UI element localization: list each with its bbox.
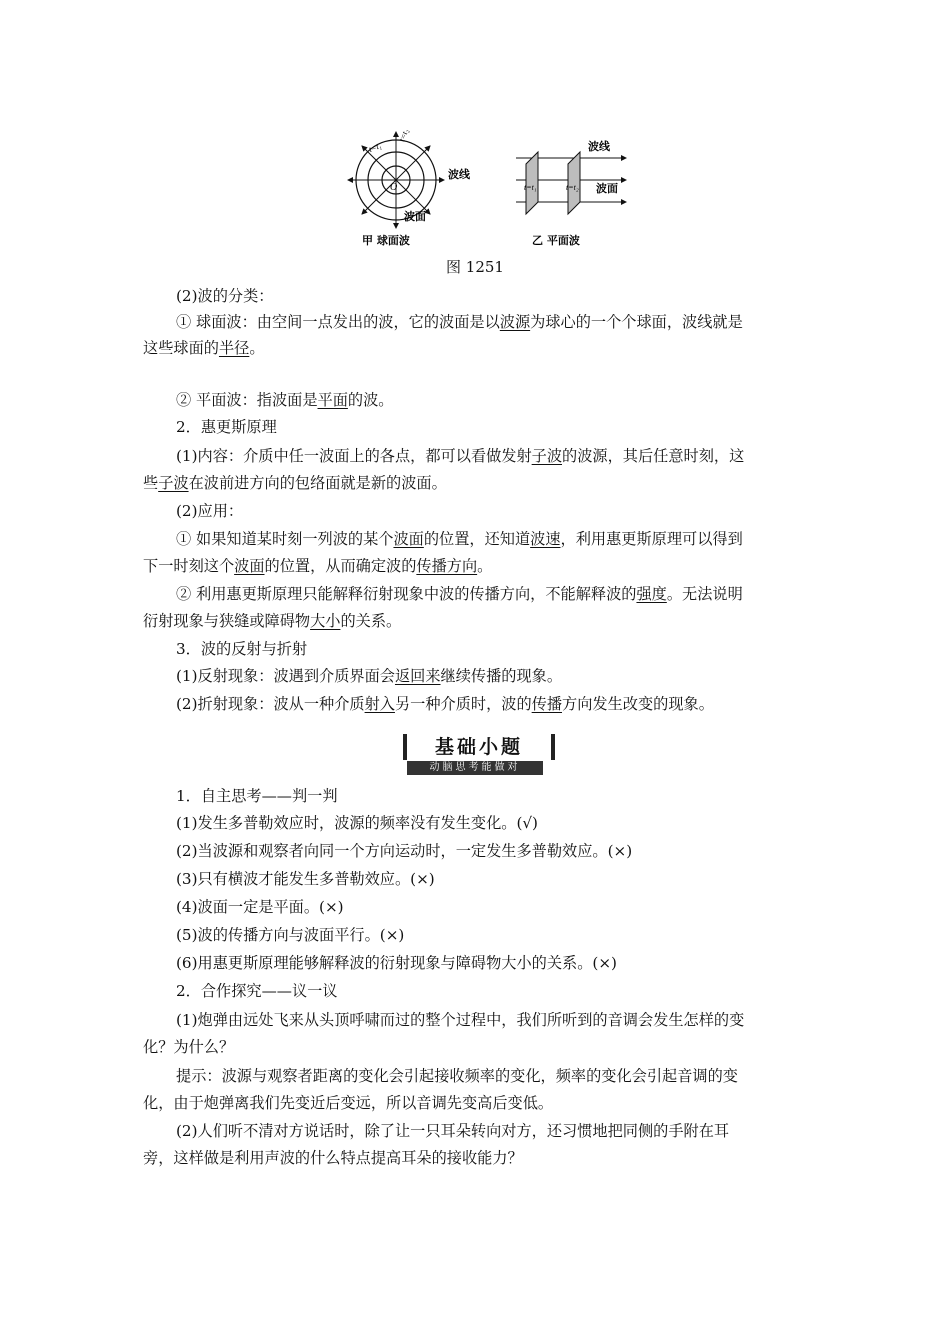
label-t2-left: t=t₂ [397,128,411,143]
hint-1-line-2: 化，由于炮弹离我们先变近后变远，所以音调先变高后变低。 [143,1094,554,1112]
label-t1-right: t=t₁ [524,183,537,192]
application-2-line-1: ② 利用惠更斯原理只能解释衍射现象中波的传播方向，不能解释波的强度。无法说明 [176,585,743,603]
huygens-heading: 2．惠更斯原理 [176,418,277,436]
discuss-1-line-1: (1)炮弹由远处飞来从头顶呼啸而过的整个过程中，我们所听到的音调会发生怎样的变 [176,1011,745,1029]
judge-item-2: (2)当波源和观察者向同一个方向运动时，一定发生多普勒效应。(×) [176,842,633,860]
judge-item-5: (5)波的传播方向与波面平行。(×) [176,926,405,944]
label-t2-right: t=t₂ [566,183,579,192]
refraction-line: (2)折射现象：波从一种介质射入另一种介质时，波的传播方向发生改变的现象。 [176,695,714,713]
discuss-2-line-2: 旁，这样做是利用声波的什么特点提高耳朵的接收能力？ [143,1149,523,1167]
huygens-content-line-2: 些子波在波前进方向的包络面就是新的波面。 [143,474,447,492]
spherical-wave-diagram [348,128,471,247]
label-wave-face-right: 波面 [596,182,618,195]
judge-item-3: (3)只有横波才能发生多普勒效应。(×) [176,870,435,888]
reflection-heading: 3．波的反射与折射 [176,640,308,658]
reflection-line: (1)反射现象：波遇到介质界面会返回来继续传播的现象。 [176,667,563,685]
hint-1-line-1: 提示：波源与观察者距离的变化会引起接收频率的变化，频率的变化会引起音调的变 [176,1067,738,1085]
application-1-line-1: ① 如果知道某时刻一列波的某个波面的位置，还知道波速，利用惠更斯原理可以得到 [176,530,743,548]
label-t1-left: t=t₁ [367,141,383,154]
label-wave-line-right: 波线 [588,140,610,153]
self-think-heading: 1．自主思考——判一判 [176,787,338,805]
application-2-line-2: 衍射现象与狭缝或障碍物大小的关系。 [143,612,402,630]
label-wave-face-left: 波面 [404,210,426,223]
label-wave-line-left: 波线 [448,168,470,181]
application-1-line-2: 下一时刻这个波面的位置，从而确定波的传播方向。 [143,557,493,575]
discuss-2-line-1: (2)人们听不清对方说话时，除了让一只耳朵转向对方，还习惯地把同侧的手附在耳 [176,1122,730,1140]
judge-item-1: (1)发生多普勒效应时，波源的频率没有发生变化。(√) [176,814,538,832]
cooperate-heading: 2．合作探究——议一议 [176,982,338,1000]
huygens-content-line-1: (1)内容：介质中任一波面上的各点，都可以看做发射子波的波源，其后任意时刻，这 [176,447,745,465]
discuss-1-line-2: 化？为什么？ [143,1038,235,1056]
judge-item-6: (6)用惠更斯原理能够解释波的衍射现象与障碍物大小的关系。(×) [176,954,617,972]
classification-heading: (2)波的分类： [176,287,274,305]
plane-wave-line: ② 平面波：指波面是平面的波。 [176,391,394,409]
wave-figure [340,128,640,252]
label-origin: O [390,182,398,193]
application-heading: (2)应用： [176,502,244,520]
figure-caption: 图 1251 [446,258,504,276]
plane-wave-diagram [516,139,626,247]
judge-item-4: (4)波面一定是平面。(×) [176,898,344,916]
spherical-wave-line-1: ① 球面波：由空间一点发出的波，它的波面是以波源为球心的一个个球面，波线就是 [176,313,743,331]
spherical-wave-line-2: 这些球面的半径。 [143,339,265,357]
badge-title: 基础小题 [403,734,555,760]
caption-spherical: 甲 球面波 [362,234,410,247]
badge-subtitle: 动脑思考能做对 [407,761,543,775]
section-badge [397,734,553,776]
caption-plane: 乙 平面波 [532,234,580,247]
